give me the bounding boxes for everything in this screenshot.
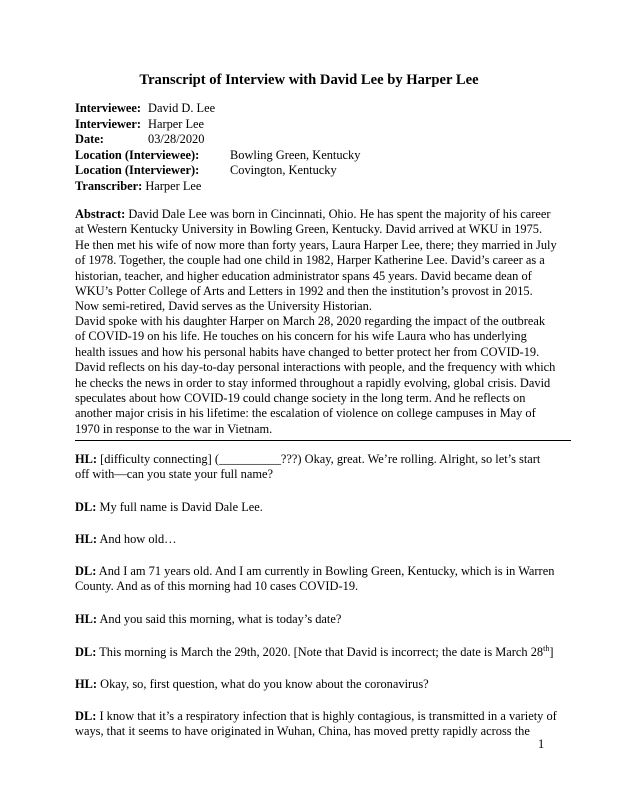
speaker-label: DL: xyxy=(75,709,97,723)
meta-location-interviewer xyxy=(75,163,337,179)
turn-line: ways, that it seems to have originated in Wuhan, China, has moved pretty rapidly across the xyxy=(75,724,530,739)
abstract-line: WKU’s Potter College of Arts and Letters in 1992 and then the institution’s provost in 2015. xyxy=(75,284,533,299)
speaker-label: DL: xyxy=(75,645,97,659)
turn-line: And you said this morning, what is today’s date? xyxy=(97,612,342,626)
turn-line: I know that it’s a respiratory infection that is highly contagious, is transmitted in a variety of xyxy=(96,709,557,723)
speaker-label: DL: xyxy=(75,500,97,514)
transcript-turn xyxy=(75,709,555,740)
meta-value: 03/28/2020 xyxy=(148,132,205,147)
speaker-label: HL: xyxy=(75,452,98,466)
speaker-label: HL: xyxy=(75,532,98,546)
abstract-line: at Western Kentucky University in Bowling Green, Kentucky. David arrived at WKU in 1975. xyxy=(75,222,543,237)
turn-line: off with—can you state your full name? xyxy=(75,467,273,482)
meta-value: Covington, Kentucky xyxy=(230,163,337,178)
meta-value: Harper Lee xyxy=(145,178,202,193)
abstract-paragraph xyxy=(75,207,555,315)
summary-line: David spoke with his daughter Harper on March 28, 2020 regarding the impact of the outbreak xyxy=(75,314,546,328)
meta-label: Interviewee: xyxy=(75,101,142,115)
interview-metadata xyxy=(75,101,361,195)
summary-line: health issues and how his personal habits have changed to better protect her from COVID-19. xyxy=(75,344,540,359)
speaker-label: HL: xyxy=(75,612,98,626)
transcript-turn xyxy=(75,452,555,483)
transcript-turn xyxy=(75,532,555,547)
meta-value: Bowling Green, Kentucky xyxy=(230,147,361,162)
summary-line: 1970 in response to the war in Vietnam. xyxy=(75,421,273,436)
meta-label: Location (Interviewer): xyxy=(75,163,200,178)
transcript-turn xyxy=(75,645,555,660)
meta-interviewee xyxy=(75,101,216,117)
turn-line: County. And as of this morning had 10 cases COVID-19. xyxy=(75,579,359,594)
document-title: Transcript of Interview with David Lee by Harper Lee xyxy=(139,72,479,88)
turn-line: And I am 71 years old. And I am currently in Bowling Green, Kentucky, which is in Warren xyxy=(96,564,555,578)
page-number: 1 xyxy=(538,737,545,751)
summary-line: of COVID-19 on his life. He touches on his concern for his wife Laura who has underlying xyxy=(75,329,527,344)
meta-value: David D. Lee xyxy=(148,101,216,115)
abstract-line: historian, teacher, and higher education administrator spans 45 years. David became dean of xyxy=(75,268,532,283)
summary-paragraph xyxy=(75,314,555,437)
transcript-turn xyxy=(75,612,555,627)
turn-line: Okay, so, first question, what do you know about the coronavirus? xyxy=(97,677,429,691)
abstract-line: of 1978. Together, the couple had one child in 1982, Harper Katherine Lee. David’s career as a xyxy=(75,253,545,268)
meta-date xyxy=(75,132,205,148)
abstract-line: David Dale Lee was born in Cincinnati, Ohio. He has spent the majority of his career xyxy=(125,207,551,221)
transcript-turn xyxy=(75,500,555,515)
speaker-label: HL: xyxy=(75,677,98,691)
abstract-line: Now semi-retired, David serves as the University Historian. xyxy=(75,299,372,314)
section-divider xyxy=(75,440,571,441)
turn-line: This morning is March the 29th, 2020. [Note that David is incorrect; the date is March 28 xyxy=(96,645,544,659)
turn-line: [difficulty connecting] (__________???) Okay, great. We’re rolling. Alright, so let’s start xyxy=(97,452,541,466)
turn-line-end: ] xyxy=(549,645,554,659)
abstract-label: Abstract: xyxy=(75,207,126,221)
transcript-turn xyxy=(75,564,555,595)
summary-line: another major crisis in his lifetime: the escalation of violence on college campuses in May of xyxy=(75,406,536,421)
summary-line: David reflects on his day-to-day personal interactions with people, and the frequency with which xyxy=(75,360,556,375)
superscript: th xyxy=(543,643,550,653)
meta-label: Location (Interviewee): xyxy=(75,147,200,162)
transcript-turn xyxy=(75,677,555,692)
summary-line: speculates about how COVID-19 could change society in the long term. And he reflects on xyxy=(75,391,526,406)
speaker-label: DL: xyxy=(75,564,97,578)
meta-value: Harper Lee xyxy=(148,116,205,131)
summary-line: he checks the news in order to stay informed throughout a rapidly evolving, global crisis. David xyxy=(75,375,551,390)
turn-line: And how old… xyxy=(97,532,177,546)
meta-location-interviewee xyxy=(75,147,361,164)
abstract-line: He then met his wife of now more than forty years, Laura Harper Lee, there; they married in July xyxy=(75,237,557,252)
meta-transcriber xyxy=(75,179,201,195)
meta-interviewer xyxy=(75,116,205,133)
meta-label: Interviewer: xyxy=(75,116,142,131)
turn-line: My full name is David Dale Lee. xyxy=(96,500,263,514)
meta-label: Transcriber: xyxy=(75,178,143,193)
meta-label: Date: xyxy=(75,132,104,147)
